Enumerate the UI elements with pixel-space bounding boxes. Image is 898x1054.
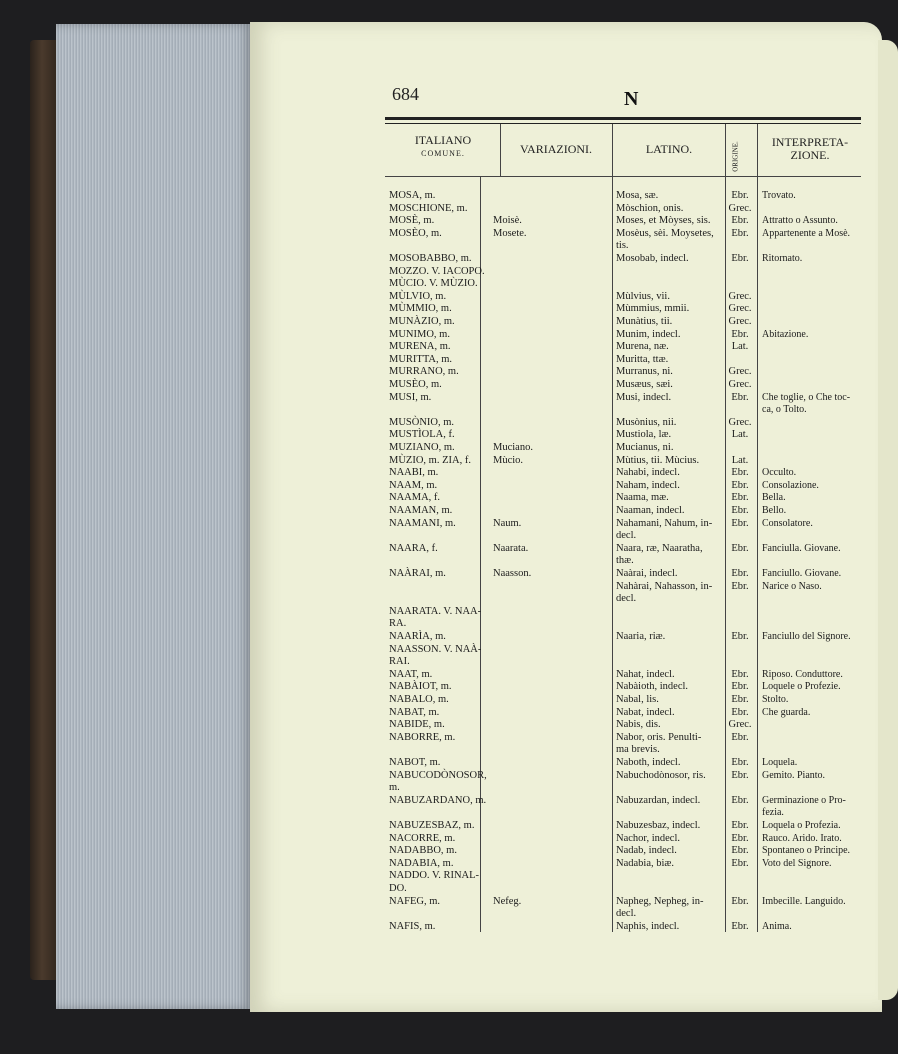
entry-italiano: RA.	[389, 618, 407, 630]
entry-latino: Nadab, indecl.	[616, 845, 677, 857]
next-page-edge	[878, 40, 898, 1000]
entry-latino: Naama, mæ.	[616, 492, 669, 504]
entry-latino: decl.	[616, 908, 637, 920]
entry-latino: Mùmmius, mmii.	[616, 303, 690, 315]
entry-interpretazione: Consolazione.	[762, 479, 819, 491]
entry-latino: decl.	[616, 593, 637, 605]
entry-origine: Ebr.	[731, 505, 749, 516]
entry-italiano: NABUZARDANO, m.	[389, 794, 487, 806]
entry-latino: Naàrai, indecl.	[616, 568, 678, 579]
entry-variazione: Moisè.	[493, 215, 522, 227]
entry-latino: Mosobab, indecl.	[616, 253, 689, 264]
col-divider-3	[725, 124, 726, 932]
entry-italiano: NAABI, m.	[389, 467, 439, 479]
entry-origine: Ebr.	[731, 479, 749, 491]
entry-italiano: NADABBO, m.	[389, 845, 457, 857]
entry-origine: Ebr.	[731, 190, 749, 201]
entry-italiano: MUSÈO, m.	[389, 379, 442, 390]
entry-latino: Mùlvius, vii.	[616, 290, 670, 302]
entry-latino: Mòschion, onis.	[616, 202, 684, 214]
entry-latino: thæ.	[616, 555, 634, 567]
header-interpretazione: INTERPRETA- ZIONE.	[771, 135, 849, 162]
entry-italiano: NABAT, m.	[389, 706, 440, 718]
entry-origine: Ebr.	[731, 681, 749, 693]
col-divider-2	[612, 124, 613, 932]
entry-italiano: NAFIS, m.	[389, 920, 436, 932]
entry-italiano: NABIDE, m.	[389, 719, 445, 731]
entry-origine: Grec.	[728, 719, 752, 731]
entry-interpretazione: Trovato.	[762, 190, 796, 201]
entry-italiano: MÙMMIO, m.	[389, 303, 452, 315]
entry-interpretazione: Consolatore.	[762, 517, 813, 529]
entry-origine: Ebr.	[731, 820, 749, 831]
entry-italiano: NADDO. V. RINAL-	[389, 870, 480, 882]
section-letter: N	[624, 88, 639, 110]
entry-origine: Ebr.	[731, 668, 749, 680]
entry-latino: ma brevis.	[616, 744, 660, 756]
entry-origine: Ebr.	[731, 391, 749, 403]
entry-interpretazione: Stolto.	[762, 694, 789, 705]
entry-interpretazione: Bella.	[762, 492, 786, 504]
entry-latino: Nabis, dis.	[616, 719, 661, 731]
entry-latino: Napheg, Nepheg, in-	[616, 895, 704, 907]
entry-latino: Naara, ræ, Naaratha,	[616, 542, 703, 554]
entry-origine: Ebr.	[731, 794, 749, 806]
entry-italiano: NAAM, m.	[389, 479, 438, 491]
entry-origine: Lat.	[731, 454, 749, 466]
entry-variazione: Muciano.	[493, 442, 533, 453]
entry-latino: Murranus, ni.	[616, 366, 673, 378]
header-italiano: ITALIANO COMUNE.	[414, 133, 472, 158]
entry-italiano: MOSA, m.	[389, 190, 436, 201]
entry-latino: Musi, indecl.	[616, 391, 672, 403]
entry-italiano: MURITTA, m.	[389, 353, 453, 365]
entry-variazione: Naum.	[493, 517, 522, 529]
col-divider-1	[500, 124, 501, 176]
entry-italiano: NABUZESBAZ, m.	[389, 820, 475, 831]
entry-interpretazione: Che guarda.	[762, 706, 811, 718]
entry-latino: Mùtius, tii. Mùcius.	[616, 454, 700, 466]
entry-origine: Ebr.	[731, 857, 749, 869]
entry-origine: Grec.	[728, 290, 752, 302]
entry-italiano: NABALO, m.	[389, 694, 449, 705]
entry-interpretazione: Imbecille. Languido.	[762, 895, 846, 907]
entry-origine: Ebr.	[731, 467, 749, 479]
entry-latino: Nabal, lis.	[616, 694, 659, 705]
entry-origine: Grec.	[728, 379, 752, 390]
header-bottom-rule	[385, 176, 861, 177]
entry-latino: Naboth, indecl.	[616, 757, 681, 768]
entry-origine: Grec.	[728, 366, 752, 378]
entry-latino: Murena, næ.	[616, 341, 669, 353]
entry-italiano: NAAT, m.	[389, 668, 433, 680]
entry-latino: Naaman, indecl.	[616, 505, 685, 516]
entry-latino: Naaria, riæ.	[616, 631, 666, 642]
entry-interpretazione: Narice o Naso.	[762, 580, 822, 592]
entry-italiano: m.	[389, 782, 400, 794]
entry-italiano: NAASSON. V. NAÀ-	[389, 643, 482, 655]
entry-origine: Lat.	[731, 341, 749, 353]
entry-italiano: MOSÈO, m.	[389, 227, 442, 239]
entry-latino: Nabat, indecl.	[616, 706, 675, 718]
entry-origine: Ebr.	[731, 694, 749, 705]
entry-italiano: MÙZIO, m. ZIA, f.	[389, 454, 471, 466]
entry-italiano: NAARATA. V. NAA-	[389, 605, 482, 617]
entry-italiano: MUNIMO, m.	[389, 328, 450, 340]
entry-interpretazione: Abitazione.	[762, 328, 809, 340]
entry-latino: Nabuzardan, indecl.	[616, 794, 701, 806]
entry-origine: Ebr.	[731, 757, 749, 768]
entry-latino: Nabor, oris. Penulti-	[616, 731, 702, 743]
entry-interpretazione: Appartenente a Mosè.	[762, 227, 851, 239]
entry-italiano: NABUCODÒNOSOR,	[389, 769, 487, 781]
entry-italiano: DO.	[389, 883, 407, 894]
entry-italiano: NABORRE, m.	[389, 731, 456, 743]
entry-italiano: NAAMA, f.	[389, 492, 441, 504]
entry-origine: Ebr.	[731, 227, 749, 239]
entry-interpretazione: ca, o Tolto.	[762, 404, 807, 416]
entry-latino: Moses, et Mòyses, sis.	[616, 215, 711, 227]
entry-italiano: NAAMANI, m.	[389, 517, 456, 529]
entry-italiano: NAARÌA, m.	[389, 631, 446, 642]
entry-latino: decl.	[616, 530, 637, 542]
entry-latino: Mosèus, sèi. Moysetes,	[616, 227, 714, 239]
entry-italiano: MOSÈ, m.	[389, 215, 435, 227]
entry-latino: Naham, indecl.	[616, 479, 680, 491]
entry-italiano: NAÀRAI, m.	[389, 568, 446, 579]
entry-latino: Musònius, nii.	[616, 416, 677, 428]
entry-origine: Ebr.	[731, 920, 749, 932]
entry-latino: Nabàioth, indecl.	[616, 681, 689, 693]
entry-latino: Nabuzesbaz, indecl.	[616, 820, 701, 831]
entry-interpretazione: Che toglie, o Che toc-	[762, 391, 851, 403]
entry-latino: Mosa, sæ.	[616, 190, 659, 201]
entry-interpretazione: Loquela.	[762, 757, 798, 768]
header-origine: ORIGINE.	[731, 141, 740, 172]
entry-origine: Ebr.	[731, 492, 749, 504]
entry-origine: Grec.	[728, 202, 752, 214]
entry-latino: Mucianus, ni.	[616, 442, 674, 453]
header-variazioni: VARIAZIONI.	[519, 142, 593, 156]
entry-interpretazione: Rauco. Arido. Irato.	[762, 832, 842, 844]
entry-origine: Ebr.	[731, 895, 749, 907]
entry-latino: Nadabia, biæ.	[616, 857, 675, 869]
entry-interpretazione: Fanciullo. Giovane.	[762, 568, 842, 579]
entry-interpretazione: Voto del Signore.	[762, 857, 832, 869]
entry-latino: Nabuchodònosor, ris.	[616, 769, 706, 781]
entry-variazione: Naarata.	[493, 542, 529, 554]
entry-interpretazione: Ritornato.	[762, 253, 803, 264]
entry-origine: Ebr.	[731, 253, 749, 264]
entry-latino: Nahabi, indecl.	[616, 467, 680, 479]
col-divider-4	[757, 124, 758, 932]
entry-variazione: Naasson.	[493, 568, 532, 579]
entry-italiano: MUZIANO, m.	[389, 442, 455, 453]
entry-italiano: NABOT, m.	[389, 757, 441, 768]
header-latino: LATINO.	[645, 142, 693, 156]
entry-latino: Nahat, indecl.	[616, 668, 675, 680]
entry-italiano: MUSI, m.	[389, 391, 432, 403]
entry-interpretazione: Riposo. Conduttore.	[762, 668, 843, 680]
entry-interpretazione: Anima.	[762, 920, 792, 932]
entry-italiano: RAI.	[389, 656, 410, 668]
entry-interpretazione: Attratto o Assunto.	[762, 215, 838, 227]
entry-interpretazione: Spontaneo o Principe.	[762, 845, 851, 857]
entry-italiano: NAAMAN, m.	[389, 505, 453, 516]
entry-latino: Munàtius, tii.	[616, 316, 673, 327]
entry-latino: Nachor, indecl.	[616, 832, 681, 844]
entry-italiano: NADABIA, m.	[389, 857, 454, 869]
entry-origine: Ebr.	[731, 517, 749, 529]
entry-latino: Muritta, ttæ.	[616, 353, 669, 365]
entry-latino: Naphis, indecl.	[616, 920, 680, 932]
entry-variazione: Mosete.	[493, 227, 527, 239]
entry-italiano: MUNÀZIO, m.	[389, 316, 455, 327]
header-rule-thin	[385, 123, 861, 124]
page-edges	[56, 24, 252, 1009]
entry-interpretazione: Gemito. Pianto.	[762, 769, 826, 781]
entry-latino: Nahàrai, Nahasson, in-	[616, 580, 713, 592]
entry-italiano: MÙCIO. V. MÙZIO.	[389, 278, 478, 290]
col-divider-first	[480, 176, 481, 932]
entry-origine: Grec.	[728, 416, 752, 428]
entry-interpretazione: Fanciulla. Giovane.	[762, 542, 841, 554]
entry-origine: Grec.	[728, 303, 752, 315]
entry-origine: Lat.	[731, 429, 749, 441]
entry-latino: Mustiola, læ.	[616, 429, 672, 441]
entry-italiano: MURRANO, m.	[389, 366, 459, 378]
entry-interpretazione: Loquela o Profezia.	[762, 820, 841, 831]
entry-origine: Grec.	[728, 316, 752, 327]
entry-origine: Ebr.	[731, 568, 749, 579]
entry-origine: Ebr.	[731, 631, 749, 642]
entry-origine: Ebr.	[731, 706, 749, 718]
entry-latino: Musæus, sæi.	[616, 379, 673, 390]
entry-latino: tis.	[616, 240, 629, 252]
entry-origine: Ebr.	[731, 215, 749, 227]
entry-italiano: MOSOBABBO, m.	[389, 253, 472, 264]
entry-interpretazione: fezia.	[762, 807, 784, 819]
entry-italiano: MOSCHIONE, m.	[389, 202, 468, 214]
entry-italiano: MUSTÌOLA, f.	[389, 429, 455, 441]
entry-interpretazione: Loquele o Profezie.	[762, 681, 841, 693]
page-number: 684	[392, 84, 419, 104]
entry-origine: Ebr.	[731, 580, 749, 592]
entry-origine: Ebr.	[731, 328, 749, 340]
entry-italiano: NACORRE, m.	[389, 832, 456, 844]
entry-latino: Nahamani, Nahum, in-	[616, 517, 713, 529]
entry-italiano: NAARA, f.	[389, 542, 438, 554]
entry-interpretazione: Germinazione o Pro-	[762, 794, 846, 806]
entry-origine: Ebr.	[731, 731, 749, 743]
entry-italiano: MUSÒNIO, m.	[389, 416, 455, 428]
entry-italiano: MÙLVIO, m.	[389, 290, 447, 302]
entry-variazione: Nefeg.	[493, 895, 522, 907]
entry-italiano: NABÀIOT, m.	[389, 681, 452, 693]
header-rule	[385, 117, 861, 120]
entry-italiano: NAFEG, m.	[389, 895, 441, 907]
entry-interpretazione: Occulto.	[762, 467, 797, 479]
entry-latino: Munim, indecl.	[616, 328, 681, 340]
entry-italiano: MOZZO. V. IACOPO.	[389, 265, 485, 277]
entry-origine: Ebr.	[731, 845, 749, 857]
entry-origine: Ebr.	[731, 769, 749, 781]
entry-origine: Ebr.	[731, 542, 749, 554]
entry-origine: Ebr.	[731, 832, 749, 844]
entry-interpretazione: Fanciullo del Signore.	[762, 631, 851, 642]
entry-variazione: Mùcio.	[493, 454, 524, 466]
entry-interpretazione: Bello.	[762, 505, 787, 516]
entry-italiano: MURENA, m.	[389, 341, 451, 353]
